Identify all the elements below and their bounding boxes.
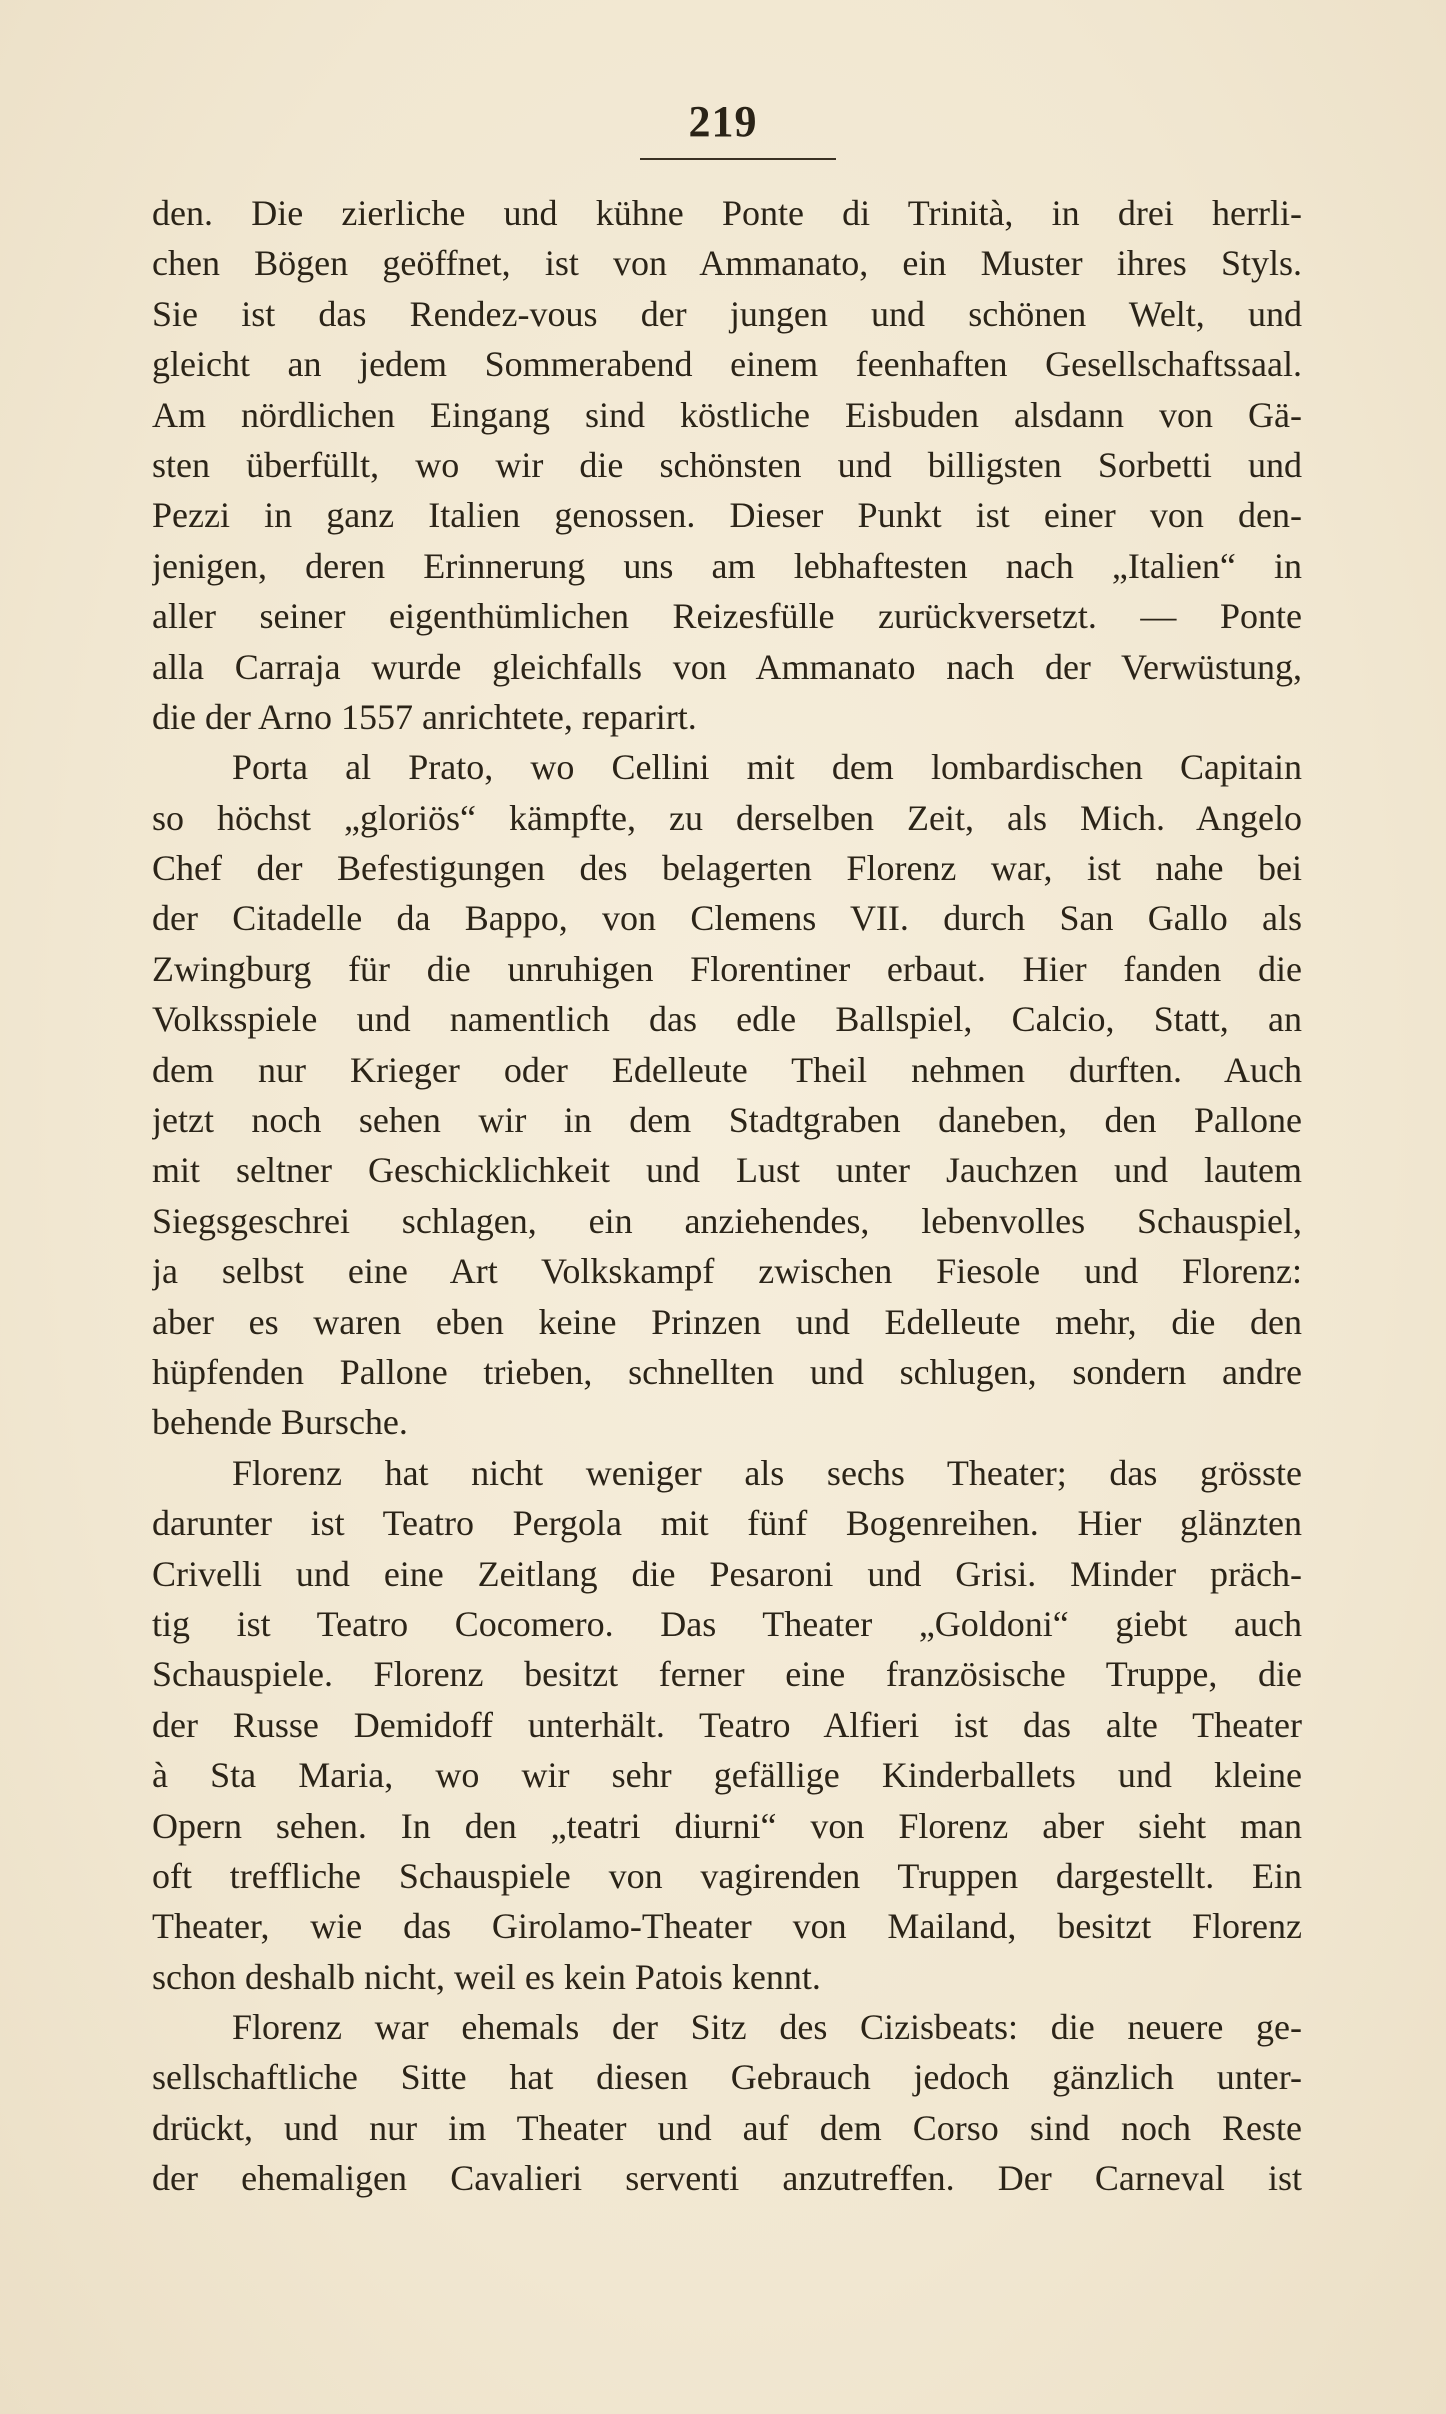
text-line: Am nördlichen Eingang sind köstliche Eisbuden alsdann von Gä-: [152, 394, 1302, 435]
text-line: Zwingburg für die unruhigen Florentiner erbaut. Hier fanden die: [152, 948, 1302, 989]
text-line: darunter ist Teatro Pergola mit fünf Bogenreihen. Hier glänzten: [152, 1503, 1302, 1544]
text-line: hüpfenden Pallone trieben, schnellten und schlugen, sondern andre: [152, 1351, 1302, 1392]
header-rule: [640, 158, 836, 160]
text-line: aller seiner eigenthümlichen Reizesfülle zurückversetzt. — Ponte: [152, 596, 1302, 637]
text-line: der ehemaligen Cavalieri serventi anzutreffen. Der Carneval ist: [152, 2158, 1302, 2199]
text-line: aber es waren eben keine Prinzen und Edelleute mehr, die den: [152, 1301, 1302, 1342]
text-line: die der Arno 1557 anrichtete, reparirt.: [152, 696, 697, 737]
text-line: Theater, wie das Girolamo-Theater von Mailand, besitzt Florenz: [152, 1906, 1302, 1947]
text-line: Chef der Befestigungen des belagerten Florenz war, ist nahe bei: [152, 848, 1302, 889]
text-line: drückt, und nur im Theater und auf dem Corso sind noch Reste: [152, 2107, 1302, 2148]
text-line: Volksspiele und namentlich das edle Ballspiel, Calcio, Statt, an: [152, 999, 1302, 1040]
text-line: der Citadelle da Bappo, von Clemens VII. durch San Gallo als: [152, 898, 1302, 939]
text-line: dem nur Krieger oder Edelleute Theil nehmen durften. Auch: [152, 1049, 1302, 1090]
page-number: 219: [688, 97, 758, 146]
text-line: Florenz war ehemals der Sitz des Cizisbeats: die neuere ge-: [232, 2007, 1302, 2048]
text-line: der Russe Demidoff unterhält. Teatro Alfieri ist das alte Theater: [152, 1704, 1302, 1745]
text-line: sellschaftliche Sitte hat diesen Gebrauch jedoch gänzlich unter-: [152, 2057, 1302, 2098]
text-line: sten überfüllt, wo wir die schönsten und billigsten Sorbetti und: [152, 444, 1302, 485]
text-line: Opern sehen. In den „teatri diurni“ von Florenz aber sieht man: [152, 1805, 1302, 1846]
text-line: Sie ist das Rendez-vous der jungen und schönen Welt, und: [152, 293, 1302, 334]
text-line: Siegsgeschrei schlagen, ein anziehendes, lebenvolles Schauspiel,: [152, 1200, 1302, 1241]
text-line: gleicht an jedem Sommerabend einem feenhaften Gesellschaftssaal.: [152, 344, 1302, 385]
text-line: tig ist Teatro Cocomero. Das Theater „Goldoni“ giebt auch: [152, 1603, 1302, 1644]
text-line: mit seltner Geschicklichkeit und Lust unter Jauchzen und lautem: [152, 1150, 1302, 1191]
text-line: Florenz hat nicht weniger als sechs Theater; das grösste: [232, 1452, 1302, 1493]
text-line: Crivelli und eine Zeitlang die Pesaroni und Grisi. Minder präch-: [152, 1553, 1302, 1594]
text-line: alla Carraja wurde gleichfalls von Ammanato nach der Verwüstung,: [152, 646, 1302, 687]
text-line: so höchst „gloriös“ kämpfte, zu derselben Zeit, als Mich. Angelo: [152, 797, 1302, 838]
text-line: Porta al Prato, wo Cellini mit dem lombardischen Capitain: [232, 747, 1302, 788]
text-line: oft treffliche Schauspiele von vagirenden Truppen dargestellt. Ein: [152, 1855, 1302, 1896]
text-line: ja selbst eine Art Volkskampf zwischen Fiesole und Florenz:: [152, 1251, 1302, 1292]
text-line: schon deshalb nicht, weil es kein Patois kennt.: [152, 1956, 821, 1997]
text-line: chen Bögen geöffnet, ist von Ammanato, ein Muster ihres Styls.: [152, 243, 1302, 284]
text-line: à Sta Maria, wo wir sehr gefällige Kinderballets und kleine: [152, 1755, 1302, 1796]
text-line: jetzt noch sehen wir in dem Stadtgraben daneben, den Pallone: [152, 1100, 1302, 1141]
body-text: [152, 188, 1302, 2204]
text-line: behende Bursche.: [152, 1402, 408, 1443]
text-line: Pezzi in ganz Italien genossen. Dieser Punkt ist einer von den-: [152, 495, 1302, 536]
text-line: Schauspiele. Florenz besitzt ferner eine französische Truppe, die: [152, 1654, 1302, 1695]
text-line: den. Die zierliche und kühne Ponte di Trinità, in drei herrli-: [152, 193, 1302, 233]
text-line: jenigen, deren Erinnerung uns am lebhaftesten nach „Italien“ in: [152, 545, 1302, 586]
